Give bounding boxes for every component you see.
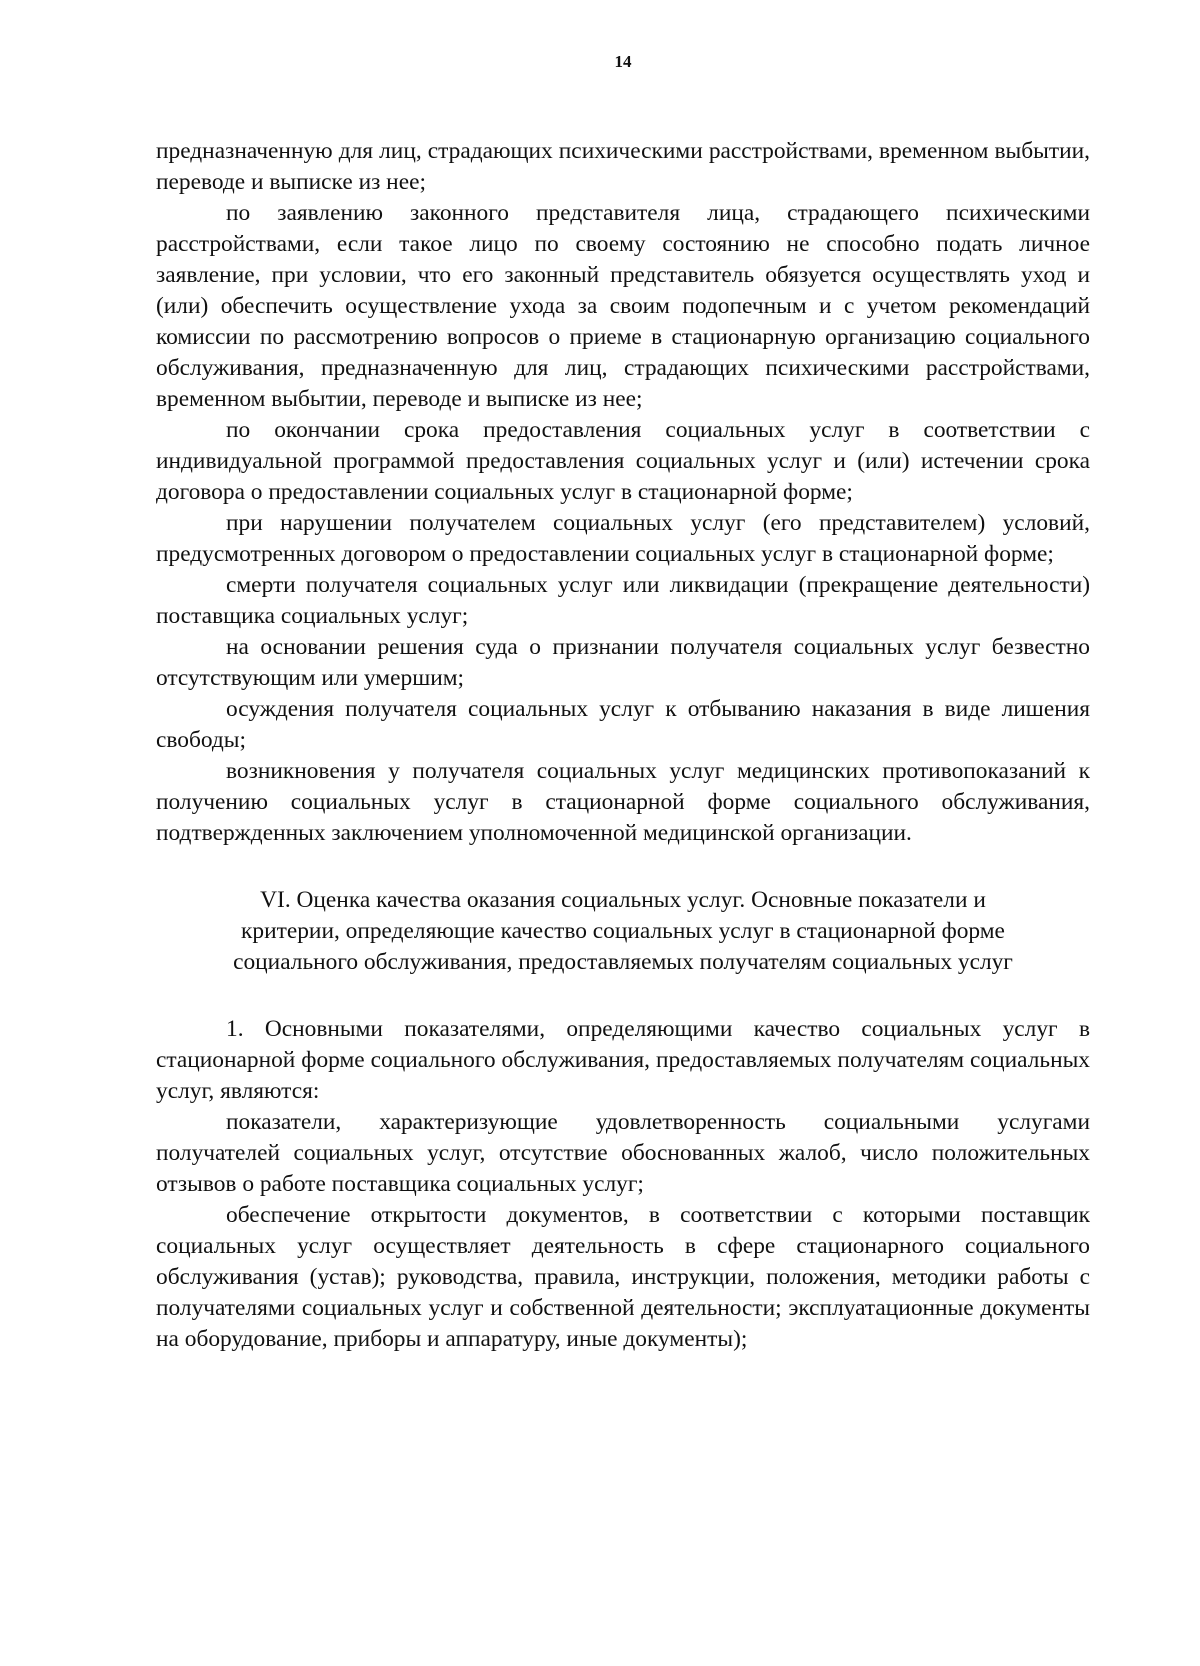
section-heading-line-1: VI. Оценка качества оказания социальных услуг. Основные показатели и xyxy=(260,887,986,913)
paragraph: по заявлению законного представителя лица, страдающего психическими расстройствами, если такое лицо по своему состоянию не способно подать личное заявление, при условии, что его законный представитель обязуется осуществлять уход и (или) обеспечить осуществление ухода за своим подопечным и с учетом рекомендаций комиссии по рассмотрению вопросов о приеме в стационарную организацию социального обслуживания, предназначенную для лиц, страдающих психическими расстройствами, временном выбытии, переводе и выписке из нее; xyxy=(156,200,1090,412)
paragraph: осуждения получателя социальных услуг к отбыванию наказания в виде лишения свободы; xyxy=(156,696,1090,753)
section-heading-line-2: критерии, определяющие качество социальных услуг в стационарной форме xyxy=(241,918,1005,944)
paragraph: по окончании срока предоставления социальных услуг в соответствии с индивидуальной программой предоставления социальных услуг и (или) истечении срока договора о предоставлении социальных услуг в стационарной форме; xyxy=(156,417,1090,505)
page-number: 14 xyxy=(614,52,632,71)
paragraph: обеспечение открытости документов, в соответствии с которыми поставщик социальных услуг осуществляет деятельность в сфере стационарного социального обслуживания (устав); руководства, правила, инструкции, положения, методики работы с получателями социальных услуг и собственной деятельности; эксплуатационные документы на оборудование, приборы и аппаратуру, иные документы); xyxy=(156,1202,1090,1352)
paragraph: на основании решения суда о признании получателя социальных услуг безвестно отсутствующим или умершим; xyxy=(156,634,1090,691)
section-heading xyxy=(156,885,1090,978)
section-heading-line-3: социального обслуживания, предоставляемых получателям социальных услуг xyxy=(233,949,1013,975)
bottom-paragraphs xyxy=(156,1014,1090,1355)
paragraph: возникновения у получателя социальных услуг медицинских противопоказаний к получению социальных услуг в стационарной форме социального обслуживания, подтвержденных заключением уполномоченной медицинской организации. xyxy=(156,758,1090,846)
paragraph: при нарушении получателем социальных услуг (его представителем) условий, предусмотренных договором о предоставлении социальных услуг в стационарной форме; xyxy=(156,510,1090,567)
paragraph: показатели, характеризующие удовлетворенность социальными услугами получателей социальных услуг, отсутствие обоснованных жалоб, число положительных отзывов о работе поставщика социальных услуг; xyxy=(156,1109,1090,1197)
document-body xyxy=(156,136,1090,1355)
paragraph: 1. Основными показателями, определяющими качество социальных услуг в стационарной форме социального обслуживания, предоставляемых получателям социальных услуг, являются: xyxy=(156,1016,1090,1104)
paragraph: смерти получателя социальных услуг или ликвидации (прекращение деятельности) поставщика социальных услуг; xyxy=(156,572,1090,629)
paragraph: предназначенную для лиц, страдающих психическими расстройствами, временном выбытии, переводе и выписке из нее; xyxy=(156,138,1090,195)
top-paragraphs xyxy=(156,136,1090,849)
